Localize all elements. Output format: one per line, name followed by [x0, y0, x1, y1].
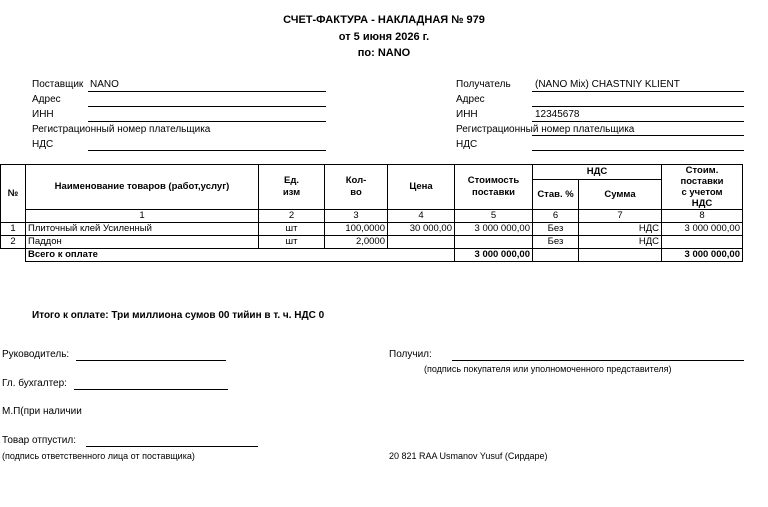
stamp-label: М.П(при наличии: [2, 406, 82, 417]
row-qty: 2,0000: [325, 236, 388, 249]
table-row: [1, 236, 743, 249]
row-vat-rate: Без: [533, 223, 579, 236]
row-num: 2: [1, 236, 26, 249]
recipient-vat-label: НДС: [456, 139, 478, 150]
total-label: Всего к оплате: [26, 249, 455, 262]
row-vat-sum: НДС: [579, 223, 662, 236]
supplier-vat-line: [88, 150, 326, 151]
released-sign-line: [86, 446, 258, 447]
row-total: 3 000 000,00: [662, 223, 743, 236]
items-table: [0, 164, 743, 262]
recipient-vat-line: [532, 150, 744, 151]
supplier-address-line: [88, 106, 326, 107]
released-note: (подпись ответственного лица от поставщика): [2, 451, 195, 461]
row-name: Паддон: [26, 236, 259, 249]
col-number: 7: [579, 210, 662, 223]
col-number: 5: [455, 210, 533, 223]
document-reference: 20 821 RAA Usmanov Yusuf (Сирдаре): [389, 451, 548, 461]
header-price: Цена: [388, 165, 455, 210]
row-unit: шт: [259, 236, 325, 249]
col-number: 1: [26, 210, 259, 223]
row-price: 30 000,00: [388, 223, 455, 236]
recipient-label: Получатель: [456, 79, 511, 90]
recipient-address-label: Адрес: [456, 94, 485, 105]
received-note: (подпись покупателя или уполномоченного представителя): [424, 364, 672, 374]
header-cost: Стоимость поставки: [455, 165, 533, 210]
column-number-row: [1, 210, 743, 223]
accountant-sign-line: [74, 389, 228, 390]
row-num: 1: [1, 223, 26, 236]
supplier-vat-label: НДС: [32, 139, 54, 150]
row-vat-rate: Без: [533, 236, 579, 249]
header-total: Стоим. поставки с учетом НДС: [662, 165, 743, 210]
total-row: [1, 249, 743, 262]
row-unit: шт: [259, 223, 325, 236]
row-cost: [455, 236, 533, 249]
director-label: Руководитель:: [2, 349, 70, 360]
row-cost: 3 000 000,00: [455, 223, 533, 236]
director-sign-line: [76, 360, 226, 361]
header-vat-sum: Сумма: [579, 180, 662, 210]
accountant-label: Гл. бухгалтер:: [2, 378, 67, 389]
row-price: [388, 236, 455, 249]
received-label: Получил:: [389, 349, 432, 360]
supplier-inn-label: ИНН: [32, 109, 54, 120]
col-number: 6: [533, 210, 579, 223]
supplier-reg-label: Регистрационный номер плательщика: [32, 124, 211, 135]
document-by: по: NANO: [357, 47, 411, 59]
total-with-vat: 3 000 000,00: [662, 249, 743, 262]
header-vat: НДС: [533, 165, 662, 180]
recipient-inn-line: [532, 121, 744, 122]
col-number: 2: [259, 210, 325, 223]
recipient-value: (NANO Mix) CHASTNIY KLIENT: [535, 79, 680, 90]
recipient-inn-value: 12345678: [535, 109, 580, 120]
recipient-address-line: [532, 106, 744, 107]
document-date: от 5 июня 2026 г.: [338, 31, 430, 43]
table-row: [1, 223, 743, 236]
header-num: №: [1, 165, 26, 223]
row-qty: 100,0000: [325, 223, 388, 236]
document-title: СЧЕТ-ФАКТУРА - НАКЛАДНАЯ № 979: [283, 14, 485, 26]
supplier-address-label: Адрес: [32, 94, 61, 105]
received-sign-line: [452, 360, 744, 361]
col-number: 8: [662, 210, 743, 223]
header-name: Наименование товаров (работ,услуг): [26, 165, 259, 210]
recipient-reg-label: Регистрационный номер плательщика: [456, 124, 635, 135]
recipient-line: [532, 91, 744, 92]
amount-in-words: Итого к оплате: Три миллиона сумов 00 тийин в т. ч. НДС 0: [32, 310, 325, 321]
recipient-reg-line: [532, 135, 744, 136]
header-qty: Кол- во: [325, 165, 388, 210]
supplier-label: Поставщик: [32, 79, 84, 90]
supplier-value: NANO: [90, 79, 119, 90]
total-cost: 3 000 000,00: [455, 249, 533, 262]
recipient-inn-label: ИНН: [456, 109, 478, 120]
header-vat-rate: Став. %: [533, 180, 579, 210]
row-vat-sum: НДС: [579, 236, 662, 249]
row-total: [662, 236, 743, 249]
row-name: Плиточный клей Усиленный: [26, 223, 259, 236]
supplier-line: [88, 91, 326, 92]
col-number: 4: [388, 210, 455, 223]
header-unit: Ед. изм: [259, 165, 325, 210]
col-number: 3: [325, 210, 388, 223]
header-row-1: [1, 165, 743, 180]
released-label: Товар отпустил:: [2, 435, 76, 446]
supplier-inn-line: [88, 121, 326, 122]
